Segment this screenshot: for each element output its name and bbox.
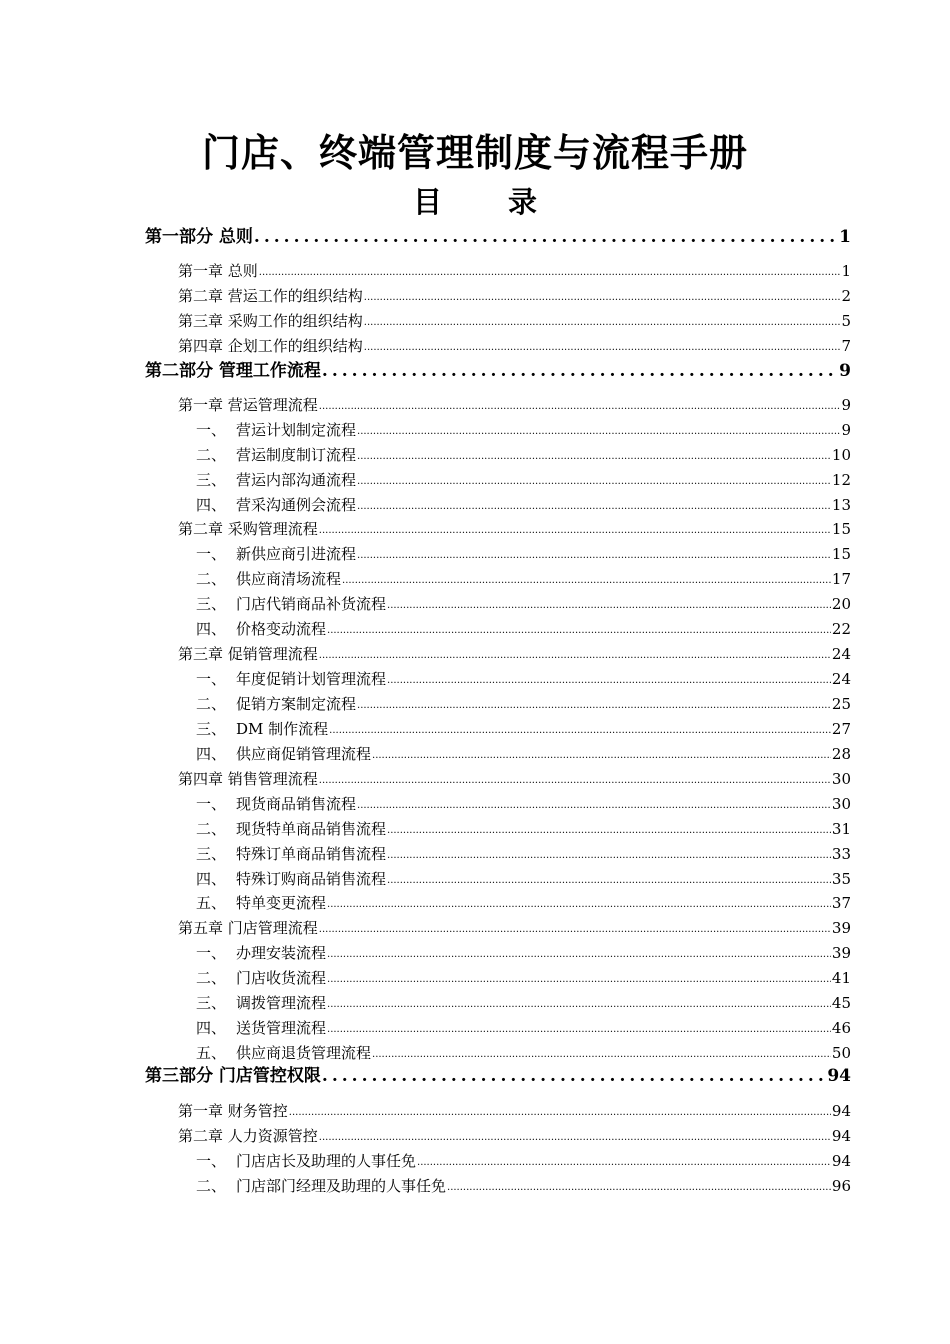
toc-section-entry[interactable] <box>196 843 851 865</box>
dot-leader <box>329 722 831 740</box>
toc-entry-label <box>196 1175 446 1197</box>
dot-leader <box>327 996 831 1014</box>
toc-chapter-entry[interactable] <box>178 310 851 332</box>
toc-entry-label <box>145 359 321 383</box>
toc-page-number: 9 <box>841 396 851 414</box>
toc-entry-text: 供应商促销管理流程 <box>236 745 372 763</box>
dot-leader <box>342 572 831 590</box>
toc-entry-text: 价格变动流程 <box>236 620 327 638</box>
toc-entry-label <box>178 1100 288 1122</box>
toc-entry-text: 门店收货流程 <box>236 969 327 987</box>
dot-leader <box>357 547 831 565</box>
toc-entry-number: 二、 <box>196 446 227 464</box>
dot-leader <box>319 522 831 540</box>
toc-entry-text: 营采沟通例会流程 <box>236 496 357 514</box>
toc-page-number: 9 <box>841 421 851 439</box>
toc-chapter-entry[interactable] <box>178 1100 851 1122</box>
toc-page-number: 35 <box>831 870 851 888</box>
toc-entry-number: 三、 <box>196 595 227 613</box>
dot-leader <box>357 697 831 715</box>
toc-page-number: 20 <box>831 595 851 613</box>
toc-entry-text: 第一章 财务管控 <box>178 1102 288 1120</box>
toc-entry-number: 五、 <box>196 1044 227 1062</box>
toc-entry-text: 特殊订单商品销售流程 <box>236 845 387 863</box>
toc-entry-label <box>178 518 318 540</box>
toc-page-number: 30 <box>831 770 851 788</box>
toc-entry-label <box>196 793 356 815</box>
toc-entry-text: 送货管理流程 <box>236 1019 327 1037</box>
toc-entry-number: 三、 <box>196 845 227 863</box>
toc-entry-number: 二、 <box>196 820 227 838</box>
toc-entry-text: 供应商清场流程 <box>236 570 342 588</box>
document-title: 门店、终端管理制度与流程手册 <box>201 130 748 175</box>
toc-page-number: 22 <box>831 620 851 638</box>
toc-entry-number: 一、 <box>196 670 227 688</box>
dot-leader <box>387 847 831 865</box>
dot-leader <box>319 921 831 939</box>
toc-entry-number: 二、 <box>196 695 227 713</box>
dot-leader <box>319 398 841 416</box>
toc-page-number: 24 <box>831 645 851 663</box>
toc-section-entry[interactable] <box>196 1175 851 1197</box>
toc-entry-label <box>145 225 253 249</box>
toc-page-number: 37 <box>831 894 851 912</box>
dot-leader <box>327 896 831 914</box>
toc-entry-number: 一、 <box>196 944 227 962</box>
dot-leader <box>357 797 831 815</box>
toc-chapter-entry[interactable] <box>178 917 851 939</box>
toc-page-number: 33 <box>831 845 851 863</box>
toc-page-number: 41 <box>831 969 851 987</box>
dot-leader <box>319 647 831 665</box>
toc-entry-text: 第三章 促销管理流程 <box>178 645 318 663</box>
dot-leader <box>447 1179 831 1197</box>
toc-entry-text: 营运计划制定流程 <box>236 421 357 439</box>
toc-entry-text: 门店店长及助理的人事任免 <box>236 1152 417 1170</box>
toc-entry-label <box>178 394 318 416</box>
toc-entry-text: 新供应商引进流程 <box>236 545 357 563</box>
toc-page-number: 2 <box>841 287 851 305</box>
toc-entry-number: 一、 <box>196 421 227 439</box>
toc-section-entry[interactable] <box>196 818 851 840</box>
toc-entry-text: 特单变更流程 <box>236 894 327 912</box>
toc-page-number: 25 <box>831 695 851 713</box>
toc-entry-text: 现货商品销售流程 <box>236 795 357 813</box>
dot-leader <box>357 448 831 466</box>
toc-section-entry[interactable] <box>196 618 851 640</box>
toc-entry-text: 第三章 采购工作的组织结构 <box>178 312 363 330</box>
toc-page-number: 27 <box>831 720 851 738</box>
dot-leader <box>364 314 841 332</box>
toc-entry-text: 供应商退货管理流程 <box>236 1044 372 1062</box>
toc-entry-label <box>196 992 326 1014</box>
toc-section-entry[interactable] <box>196 718 851 740</box>
toc-section-entry[interactable] <box>196 942 851 964</box>
toc-page-number: 30 <box>831 795 851 813</box>
toc-entry-number: 四、 <box>196 870 227 888</box>
toc-part-entry[interactable] <box>145 225 851 249</box>
toc-entry-text: 门店部门经理及助理的人事任免 <box>236 1177 447 1195</box>
toc-entry-label <box>196 967 326 989</box>
toc-page-number: 94 <box>827 1066 851 1086</box>
toc-section-entry[interactable] <box>196 992 851 1014</box>
toc-entry-label <box>196 618 326 640</box>
toc-entry-number: 二、 <box>196 1177 227 1195</box>
toc-page-number: 5 <box>841 312 851 330</box>
toc-page-number: 15 <box>831 545 851 563</box>
toc-entry-number: 二、 <box>196 969 227 987</box>
toc-page-number: 45 <box>831 994 851 1012</box>
toc-entry-label <box>178 1125 318 1147</box>
dot-leader <box>254 225 838 249</box>
toc-entry-text: 第一章 总则 <box>178 262 258 280</box>
toc-entry-label <box>196 1042 371 1064</box>
toc-entry-label <box>178 335 363 357</box>
toc-page-number: 10 <box>831 446 851 464</box>
toc-page-number: 17 <box>831 570 851 588</box>
toc-chapter-entry[interactable] <box>178 643 851 665</box>
toc-section-entry[interactable] <box>196 1017 851 1039</box>
toc-section-entry[interactable] <box>196 967 851 989</box>
dot-leader <box>319 1129 831 1147</box>
toc-entry-text: 特殊订购商品销售流程 <box>236 870 387 888</box>
dot-leader <box>327 1021 831 1039</box>
toc-heading: 目 录 <box>412 185 566 219</box>
toc-entry-label <box>196 494 356 516</box>
dot-leader <box>372 747 831 765</box>
toc-entry-label <box>196 543 356 565</box>
dot-leader <box>357 498 831 516</box>
toc-part-entry[interactable] <box>145 1064 851 1088</box>
toc-page-number: 94 <box>831 1102 851 1120</box>
toc-entry-text: 营运制度制订流程 <box>236 446 357 464</box>
toc-entry-number: 四、 <box>196 745 227 763</box>
toc-entry-label <box>145 1064 321 1088</box>
toc-entry-number: 一、 <box>196 1152 227 1170</box>
toc-entry-text: 门店代销商品补货流程 <box>236 595 387 613</box>
toc-page-number: 1 <box>841 262 851 280</box>
toc-entry-number: 四、 <box>196 496 227 514</box>
toc-entry-label <box>196 942 326 964</box>
toc-entry-text: 促销方案制定流程 <box>236 695 357 713</box>
toc-entry-label <box>196 1017 326 1039</box>
toc-entry-label <box>196 743 371 765</box>
toc-entry-number: 三、 <box>196 994 227 1012</box>
dot-leader <box>387 822 831 840</box>
toc-entry-label <box>196 892 326 914</box>
toc-chapter-entry[interactable] <box>178 260 851 282</box>
toc-entry-number: 四、 <box>196 620 227 638</box>
toc-entry-text: 第二章 营运工作的组织结构 <box>178 287 363 305</box>
toc-page-number: 46 <box>831 1019 851 1037</box>
toc-part-entry[interactable] <box>145 359 851 383</box>
toc-entry-label <box>196 868 386 890</box>
toc-entry-label <box>178 310 363 332</box>
toc-entry-text: 第二部分 管理工作流程 <box>145 361 321 381</box>
toc-page-number: 94 <box>831 1152 851 1170</box>
toc-entry-text: 第一部分 总则 <box>145 227 253 247</box>
dot-leader <box>357 473 831 491</box>
toc-page-number: 50 <box>831 1044 851 1062</box>
toc-entry-text: 现货特单商品销售流程 <box>236 820 387 838</box>
toc-page-number: 1 <box>839 227 851 247</box>
dot-leader <box>364 289 841 307</box>
toc-chapter-entry[interactable] <box>178 335 851 357</box>
toc-chapter-entry[interactable] <box>178 285 851 307</box>
toc-entry-number: 五、 <box>196 894 227 912</box>
toc-entry-number: 三、 <box>196 720 227 738</box>
toc-entry-text: DM 制作流程 <box>236 720 329 738</box>
toc-entry-text: 第四章 销售管理流程 <box>178 770 318 788</box>
toc-entry-text: 第五章 门店管理流程 <box>178 919 318 937</box>
dot-leader <box>372 1046 831 1064</box>
toc-entry-label <box>178 260 258 282</box>
toc-section-entry[interactable] <box>196 693 851 715</box>
toc-entry-label <box>178 285 363 307</box>
dot-leader <box>357 423 840 441</box>
toc-page-number: 94 <box>831 1127 851 1145</box>
toc-section-entry[interactable] <box>196 469 851 491</box>
toc-entry-label <box>196 444 356 466</box>
toc-entry-number: 三、 <box>196 471 227 489</box>
toc-entry-text: 调拨管理流程 <box>236 994 327 1012</box>
dot-leader <box>364 339 841 357</box>
toc-chapter-entry[interactable] <box>178 768 851 790</box>
toc-entry-text: 第三部分 门店管控权限 <box>145 1066 321 1086</box>
toc-page-number: 96 <box>831 1177 851 1195</box>
toc-page-number: 39 <box>831 919 851 937</box>
toc-entry-label <box>196 1150 416 1172</box>
toc-section-entry[interactable] <box>196 593 851 615</box>
toc-entry-label <box>196 568 341 590</box>
toc-section-entry[interactable] <box>196 743 851 765</box>
dot-leader <box>327 971 831 989</box>
toc-entry-text: 办理安装流程 <box>236 944 327 962</box>
toc-section-entry[interactable] <box>196 668 851 690</box>
toc-chapter-entry[interactable] <box>178 394 851 416</box>
toc-page-number: 31 <box>831 820 851 838</box>
toc-entry-label <box>196 668 386 690</box>
toc-chapter-entry[interactable] <box>178 1125 851 1147</box>
dot-leader <box>327 622 831 640</box>
toc-section-entry[interactable] <box>196 1042 851 1064</box>
toc-entry-label <box>178 917 318 939</box>
toc-section-entry[interactable] <box>196 793 851 815</box>
toc-entry-label <box>196 818 386 840</box>
toc-entry-number: 二、 <box>196 570 227 588</box>
toc-entry-label <box>196 718 328 740</box>
toc-section-entry[interactable] <box>196 868 851 890</box>
toc-page-number: 24 <box>831 670 851 688</box>
toc-entry-text: 第四章 企划工作的组织结构 <box>178 337 363 355</box>
toc-entry-label <box>196 419 356 441</box>
dot-leader <box>319 772 831 790</box>
toc-section-entry[interactable] <box>196 543 851 565</box>
toc-entry-label <box>196 593 386 615</box>
toc-entry-text: 营运内部沟通流程 <box>236 471 357 489</box>
toc-page-number: 7 <box>841 337 851 355</box>
toc-section-entry[interactable] <box>196 444 851 466</box>
toc-entry-number: 一、 <box>196 795 227 813</box>
toc-section-entry[interactable] <box>196 419 851 441</box>
dot-leader <box>289 1104 831 1122</box>
dot-leader <box>387 597 831 615</box>
toc-section-entry[interactable] <box>196 568 851 590</box>
toc-entry-number: 一、 <box>196 545 227 563</box>
toc-entry-label <box>196 469 356 491</box>
dot-leader <box>259 264 841 282</box>
toc-entry-label <box>196 843 386 865</box>
toc-entry-label <box>178 768 318 790</box>
toc-page-number: 39 <box>831 944 851 962</box>
toc-entry-text: 第二章 人力资源管控 <box>178 1127 318 1145</box>
toc-entry-text: 年度促销计划管理流程 <box>236 670 387 688</box>
toc-entry-number: 四、 <box>196 1019 227 1037</box>
toc-page-number: 13 <box>831 496 851 514</box>
toc-section-entry[interactable] <box>196 892 851 914</box>
toc-section-entry[interactable] <box>196 494 851 516</box>
toc-entry-label <box>196 693 356 715</box>
toc-page-number: 15 <box>831 520 851 538</box>
toc-page-number: 9 <box>839 361 851 381</box>
dot-leader <box>387 872 831 890</box>
toc-entry-text: 第一章 营运管理流程 <box>178 396 318 414</box>
toc-page-number: 12 <box>831 471 851 489</box>
dot-leader <box>322 359 838 383</box>
toc-entry-text: 第二章 采购管理流程 <box>178 520 318 538</box>
dot-leader <box>387 672 831 690</box>
dot-leader <box>327 946 831 964</box>
toc-chapter-entry[interactable] <box>178 518 851 540</box>
dot-leader <box>322 1064 826 1088</box>
dot-leader <box>417 1154 831 1172</box>
toc-section-entry[interactable] <box>196 1150 851 1172</box>
toc-page-number: 28 <box>831 745 851 763</box>
toc-entry-label <box>178 643 318 665</box>
